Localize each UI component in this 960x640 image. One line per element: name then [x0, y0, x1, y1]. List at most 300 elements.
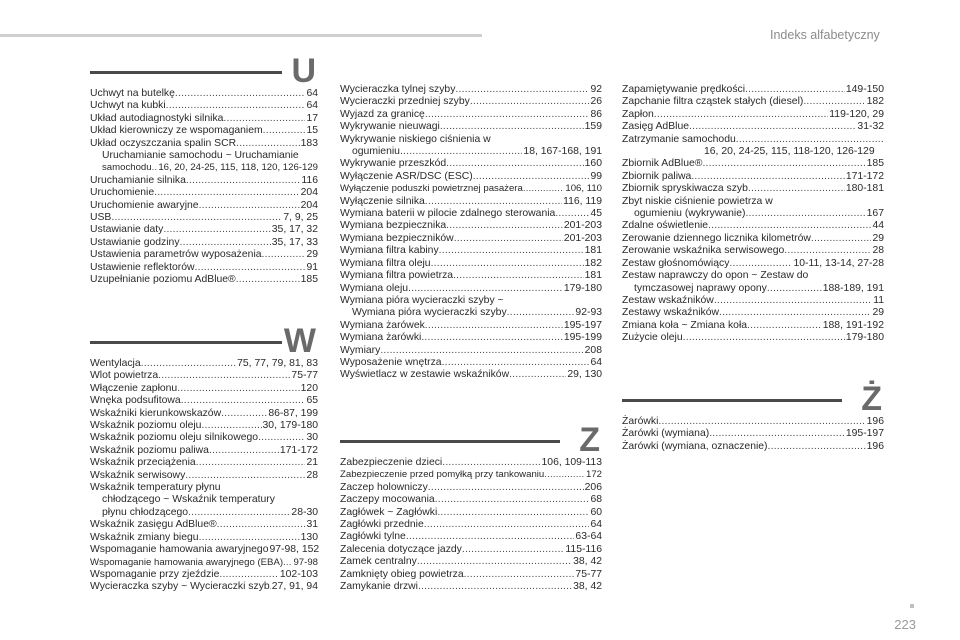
leader-dots — [199, 532, 300, 544]
index-entry: 16, 20, 24-25, 115, 118-120, 126-129 — [704, 146, 875, 158]
page-number: 223 — [894, 617, 916, 632]
entry-pages: 181 — [584, 245, 602, 257]
entry-term: Wyłączenie silnika — [340, 195, 425, 207]
entry-term: Zagłówki przednie — [340, 519, 424, 531]
entry-term: Wymiana baterii w pilocie zdalnego sterowania — [340, 208, 556, 220]
leader-dots — [767, 283, 822, 295]
entry-term: Wykrywanie nieuwagi — [340, 121, 440, 133]
index-entry — [340, 494, 602, 506]
index-entry — [622, 307, 884, 319]
leader-dots — [163, 224, 270, 236]
entry-pages: 18, 167-168, 191 — [523, 146, 602, 158]
entry-term: Zamykanie drzwi — [340, 581, 418, 593]
entry-term: Ustawianie godziny — [90, 236, 180, 248]
entry-term: Wlot powietrza — [90, 370, 159, 382]
leader-dots — [729, 258, 792, 270]
entry-term: Zagłówek ~ Zagłówki — [340, 506, 438, 518]
leader-dots — [421, 332, 563, 344]
entry-pages: 201-203 — [563, 220, 602, 232]
entry-pages: 38, 42 — [573, 556, 602, 568]
index-entry — [622, 428, 884, 440]
section-letter: Ż — [861, 380, 882, 418]
index-entry — [90, 262, 318, 274]
index-entry — [622, 295, 884, 307]
entry-pages: 29 — [872, 307, 884, 319]
entry-term: Ustawianie daty — [90, 224, 164, 236]
entry-pages: 106, 110 — [565, 183, 602, 195]
entry-pages: 102-103 — [279, 568, 318, 580]
entry-pages: 60 — [590, 506, 602, 518]
entry-pages: 75-77 — [291, 370, 318, 382]
leader-dots — [263, 125, 306, 137]
index-entry — [90, 519, 318, 531]
leader-dots — [803, 96, 865, 108]
leader-dots — [283, 557, 292, 569]
index-entry — [340, 531, 602, 543]
leader-dots — [186, 175, 301, 187]
entry-term: Wyświetlacz w zestawie wskaźników — [340, 369, 510, 381]
index-entry — [622, 332, 884, 344]
leader-dots — [262, 249, 306, 261]
index-entry — [622, 121, 884, 133]
index-entry — [340, 507, 602, 519]
index-entry — [90, 200, 318, 212]
leader-dots — [437, 507, 589, 519]
entry-pages: 86 — [590, 108, 602, 120]
index-entry — [90, 507, 318, 519]
entry-term: Układ oczyszczania spalin SCR — [90, 137, 237, 149]
entry-term: Układ kierowniczy ze wspomaganiem — [90, 125, 263, 137]
index-entry — [90, 532, 318, 544]
entry-term: Wymiana bezpiecznika — [340, 220, 447, 232]
entry-list — [340, 457, 602, 593]
entry-pages: 206 — [584, 481, 602, 493]
index-entry — [622, 233, 884, 245]
entry-term: Wyłączenie poduszki powietrznej pasażera — [340, 183, 523, 195]
entry-term: Zasięg AdBlue — [622, 121, 690, 133]
entry-pages: 26 — [590, 96, 602, 108]
entry-pages: 10-11, 13-14, 27-28 — [793, 257, 884, 269]
entry-pages: 92-93 — [575, 307, 602, 319]
section-rule — [90, 71, 282, 74]
entry-term: Wskaźnik zmiany biegu — [90, 531, 199, 543]
entry-pages: 115-116 — [565, 543, 602, 555]
page-header-title: Indeks alfabetyczny — [770, 28, 880, 42]
index-entry — [340, 307, 602, 319]
leader-dots — [236, 274, 300, 286]
index-entry — [340, 196, 602, 208]
index-entry — [340, 146, 602, 158]
entry-list — [622, 416, 884, 453]
index-entry — [90, 432, 318, 444]
index-entry — [340, 158, 602, 170]
entry-term: Uchwyt na butelkę — [90, 88, 175, 99]
index-entry — [90, 113, 318, 125]
entry-pages: 160 — [584, 158, 602, 170]
entry-term: Zerowanie dziennego licznika kilometrów — [622, 232, 811, 244]
leader-dots — [236, 138, 300, 150]
entry-term: Wskaźniki kierunkowskazów — [90, 407, 222, 419]
entry-pages: 179-180 — [845, 332, 884, 344]
entry-term: Zaczep holowniczy — [340, 481, 428, 493]
entry-term: Wymiana pióra wycieraczki szyby — [352, 307, 507, 319]
index-entry — [90, 408, 318, 420]
entry-term: Wyposażenie wnętrza — [340, 356, 442, 368]
leader-dots — [473, 171, 590, 183]
leader-dots — [702, 158, 865, 170]
leader-dots — [175, 88, 306, 100]
section-z — [340, 417, 602, 593]
index-entry — [90, 138, 318, 150]
entry-pages: 196 — [866, 416, 884, 427]
index-entry — [340, 84, 602, 96]
index-entry — [340, 320, 602, 332]
entry-list — [90, 88, 318, 287]
entry-pages: 188-189, 191 — [822, 282, 884, 294]
leader-dots — [462, 544, 565, 556]
entry-pages: 195-199 — [563, 332, 602, 344]
entry-pages: 28 — [306, 469, 318, 481]
entry-pages: 64 — [306, 100, 318, 112]
leader-dots — [691, 171, 845, 183]
entry-pages: 75-77 — [575, 568, 602, 580]
entry-pages: 29, 130 — [567, 369, 602, 381]
entry-term: Uchwyt na kubki — [90, 100, 166, 112]
entry-pages: 29 — [306, 249, 318, 261]
index-entry — [90, 237, 318, 249]
entry-pages: 149-150 — [845, 84, 884, 95]
entry-pages: 208 — [584, 344, 602, 356]
entry-pages: 64 — [306, 88, 318, 99]
index-entry — [622, 220, 884, 232]
index-entry — [90, 224, 318, 236]
index-entry — [340, 519, 602, 531]
leader-dots — [555, 208, 589, 220]
leader-dots — [425, 109, 590, 121]
entry-term: ogumieniu — [352, 146, 400, 158]
entry-term: tymczasowej naprawy opony — [634, 282, 767, 294]
index-entry — [622, 84, 884, 96]
index-entry — [90, 100, 318, 112]
leader-dots — [689, 121, 856, 133]
entry-term: Wymiana filtra powietrza — [340, 270, 454, 282]
entry-term: Wycieraczka szyby ~ Wycieraczki szyb — [90, 581, 270, 593]
index-entry — [622, 283, 884, 295]
entry-pages: 7, 9, 25 — [283, 212, 318, 224]
index-entry — [622, 183, 884, 195]
section-rule — [340, 440, 560, 443]
index-entry — [90, 212, 318, 224]
index-entry: Wykrywanie niskiego ciśnienia w — [340, 133, 491, 145]
index-entry — [622, 158, 884, 170]
index-entry — [90, 383, 318, 395]
leader-dots — [209, 445, 279, 457]
leader-dots — [440, 121, 584, 133]
index-entry — [622, 245, 884, 257]
entry-list — [90, 358, 318, 594]
leader-dots — [181, 395, 306, 407]
leader-dots — [424, 519, 590, 531]
leader-dots — [219, 569, 278, 581]
index-entry — [340, 482, 602, 494]
index-entry — [622, 109, 884, 121]
index-entry: Wskaźnik temperatury płynu — [90, 482, 221, 494]
entry-pages: 195-197 — [563, 319, 602, 331]
entry-term: Wskaźnik poziomu oleju silnikowego — [90, 432, 259, 444]
index-entry — [622, 134, 884, 146]
entry-term: Żarówki (wymiana, oznaczenie) — [622, 440, 768, 452]
entry-term: Zatrzymanie samochodu — [622, 133, 736, 145]
entry-pages: 16, 20, 24-25, 115, 118, 120, 126-129 — [158, 162, 318, 174]
leader-dots — [400, 146, 522, 158]
index-entry — [340, 332, 602, 344]
index-entry — [90, 175, 318, 187]
index-entry: Wymiana pióra wycieraczki szyby ~ — [340, 294, 504, 306]
entry-pages: 172 — [585, 469, 602, 481]
leader-dots — [736, 134, 883, 146]
entry-pages: 35, 17, 33 — [271, 236, 318, 248]
entry-pages: 63-64 — [575, 531, 602, 543]
leader-dots — [439, 245, 584, 257]
entry-pages: 64 — [590, 356, 602, 368]
section-w — [90, 318, 318, 594]
entry-pages: 181 — [584, 270, 602, 282]
leader-dots — [748, 183, 845, 195]
leader-dots — [658, 416, 865, 428]
entry-term: Zbiornik spryskiwacza szyb — [622, 183, 748, 195]
entry-pages: 182 — [866, 96, 884, 108]
entry-term: Zmiana koła ~ Zmiana koła — [622, 319, 748, 331]
index-entry — [622, 171, 884, 183]
leader-dots — [446, 220, 563, 232]
section-heading — [90, 318, 318, 358]
index-entry — [340, 556, 602, 568]
leader-dots — [166, 100, 306, 112]
index-entry — [340, 270, 602, 282]
index-entry — [340, 109, 602, 121]
leader-dots — [709, 428, 845, 440]
entry-pages: 130 — [300, 531, 318, 543]
index-entry: Uruchamianie samochodu ~ Uruchamianie — [102, 150, 299, 162]
entry-pages: 91 — [306, 261, 318, 273]
leader-dots — [509, 369, 566, 381]
entry-term: Wskaźnik poziomu paliwa — [90, 444, 209, 456]
entry-pages: 11 — [873, 294, 884, 306]
entry-term: Wspomaganie hamowania awaryjnego (EBA) — [90, 556, 284, 568]
leader-dots — [408, 283, 563, 295]
index-entry — [90, 88, 318, 100]
section-heading — [340, 417, 602, 457]
entry-pages: 116, 119 — [563, 195, 602, 207]
index-entry — [340, 345, 602, 357]
section-rule — [622, 399, 842, 402]
entry-pages: 179-180 — [563, 282, 602, 294]
index-entry — [90, 395, 318, 407]
entry-term: Wymiana żarówek — [340, 319, 425, 331]
entry-term: Uruchomienie — [90, 187, 155, 199]
entry-term: Zbiornik AdBlue® — [622, 158, 703, 170]
entry-term: Żarówki — [622, 416, 659, 427]
leader-dots — [425, 320, 563, 332]
leader-dots — [470, 96, 590, 108]
entry-pages: 15 — [306, 125, 318, 137]
entry-term: Zapłon — [622, 108, 654, 120]
entry-term: Wskaźnik serwisowy — [90, 469, 186, 481]
leader-dots — [455, 84, 589, 96]
entry-term: Ustawienie reflektorów — [90, 261, 195, 273]
leader-dots — [768, 441, 866, 453]
entry-term: Zużycie oleju — [622, 332, 683, 344]
index-entry — [340, 283, 602, 295]
entry-pages: 31-32 — [857, 121, 884, 133]
entry-term: Zestaw głośnomówiący — [622, 257, 730, 269]
leader-dots — [811, 233, 872, 245]
entry-term: Ustawienia parametrów wyposażenia — [90, 249, 262, 261]
entry-pages: 45 — [590, 208, 602, 220]
leader-dots — [745, 208, 865, 220]
entry-term: ogumieniu (wykrywanie) — [634, 208, 746, 220]
entry-term: Układ autodiagnostyki silnika — [90, 112, 224, 124]
leader-dots — [714, 295, 872, 307]
leader-dots — [417, 556, 572, 568]
entry-pages: 171-172 — [845, 170, 884, 182]
index-entry — [90, 569, 318, 581]
leader-dots — [464, 569, 575, 581]
entry-term: Zabezpieczenie dzieci — [340, 457, 443, 468]
entry-pages: 204 — [300, 199, 318, 211]
leader-dots — [418, 581, 572, 593]
index-entry — [340, 183, 602, 195]
entry-pages: 196 — [866, 440, 884, 452]
entry-pages: 204 — [300, 187, 318, 199]
leader-dots — [428, 482, 584, 494]
section-heading — [622, 376, 884, 416]
entry-pages: 171-172 — [279, 444, 318, 456]
leader-dots — [406, 531, 575, 543]
entry-pages: 28 — [872, 245, 884, 257]
entry-term: Wyjazd za granicę — [340, 108, 425, 120]
entry-term: płynu chłodzącego — [102, 506, 189, 518]
leader-dots — [708, 220, 871, 232]
index-entry — [90, 370, 318, 382]
index-entry — [90, 445, 318, 457]
entry-pages: 68 — [590, 494, 602, 506]
section-u — [90, 48, 318, 287]
section-z-continued — [622, 84, 884, 345]
leader-dots — [154, 187, 300, 199]
entry-pages: 167 — [866, 208, 884, 220]
section-rule — [90, 341, 282, 344]
leader-dots — [158, 370, 290, 382]
leader-dots — [188, 507, 290, 519]
index-entry — [340, 208, 602, 220]
entry-term: Wymiana filtra oleju — [340, 257, 431, 269]
entry-term: Zapchanie filtra cząstek stałych (diesel) — [622, 96, 804, 108]
leader-dots — [217, 519, 306, 531]
entry-term: Wentylacja — [90, 358, 141, 369]
index-entry — [340, 569, 602, 581]
leader-dots — [446, 158, 584, 170]
entry-pages: 120 — [300, 382, 318, 394]
index-entry — [340, 245, 602, 257]
entry-term: Wnęka podsufitowa — [90, 395, 181, 407]
entry-pages: 119-120, 29 — [829, 108, 884, 120]
corner-dot — [910, 604, 914, 608]
entry-pages: 188, 191-192 — [822, 319, 884, 331]
leader-dots — [544, 469, 585, 481]
index-entry — [622, 320, 884, 332]
index-entry — [90, 274, 318, 286]
leader-dots — [425, 196, 562, 208]
leader-dots — [453, 270, 584, 282]
leader-dots — [523, 183, 565, 195]
entry-term: Włączenie zapłonu — [90, 382, 178, 394]
index-entry — [90, 581, 318, 593]
entry-term: Uruchomienie awaryjne — [90, 199, 199, 211]
entry-term: samochodu — [102, 162, 152, 174]
leader-dots — [201, 420, 261, 432]
index-entry — [622, 416, 884, 428]
entry-term: Wspomaganie hamowania awaryjnego — [90, 544, 269, 556]
section-letter: U — [291, 52, 316, 90]
entry-term: Zbiornik paliwa — [622, 170, 692, 182]
entry-pages: 183 — [300, 137, 318, 149]
section-w-continued — [340, 84, 602, 382]
top-rule — [0, 34, 482, 37]
entry-pages: 38, 42 — [573, 581, 602, 593]
index-entry: Zestaw naprawczy do opon ~ Zestaw do — [622, 270, 809, 282]
entry-pages: 28-30 — [291, 506, 318, 518]
entry-pages: 185 — [300, 274, 318, 286]
index-entry — [90, 457, 318, 469]
index-entry — [90, 470, 318, 482]
leader-dots — [435, 494, 590, 506]
entry-term: USB — [90, 212, 112, 224]
entry-term: Wskaźnik przeciążenia — [90, 457, 196, 469]
entry-term: Uzupełnianie poziomu AdBlue® — [90, 274, 236, 286]
entry-pages: 44 — [872, 220, 884, 232]
index-entry — [90, 187, 318, 199]
entry-pages: 97-98 — [293, 556, 318, 568]
entry-pages: 201-203 — [563, 232, 602, 244]
index-entry — [340, 357, 602, 369]
index-entry: chłodzącego ~ Wskaźnik temperatury — [102, 494, 275, 506]
leader-dots — [111, 212, 282, 224]
entry-term: Wycieraczki przedniej szyby — [340, 96, 470, 108]
entry-term: Zabezpieczenie przed pomyłką przy tankowaniu — [340, 469, 545, 481]
leader-dots — [745, 84, 845, 96]
index-entry — [622, 441, 884, 453]
index-entry — [90, 162, 318, 174]
index-entry — [340, 233, 602, 245]
entry-list — [622, 84, 884, 345]
leader-dots — [442, 357, 590, 369]
entry-pages: 21 — [306, 457, 318, 469]
index-entry — [622, 208, 884, 220]
entry-pages: 64 — [590, 519, 602, 531]
entry-term: Żarówki (wymiana) — [622, 428, 710, 440]
leader-dots — [196, 457, 306, 469]
entry-pages: 92 — [590, 84, 602, 95]
entry-term: Wymiana bezpieczników — [340, 232, 454, 244]
entry-pages: 116 — [301, 174, 318, 186]
entry-term: Uruchamianie silnika — [90, 174, 186, 186]
index-entry — [340, 581, 602, 593]
entry-term: Zestaw wskaźników — [622, 294, 714, 306]
leader-dots — [141, 358, 236, 370]
section-letter: W — [283, 322, 316, 360]
entry-pages: 97-98, 152 — [269, 544, 320, 556]
